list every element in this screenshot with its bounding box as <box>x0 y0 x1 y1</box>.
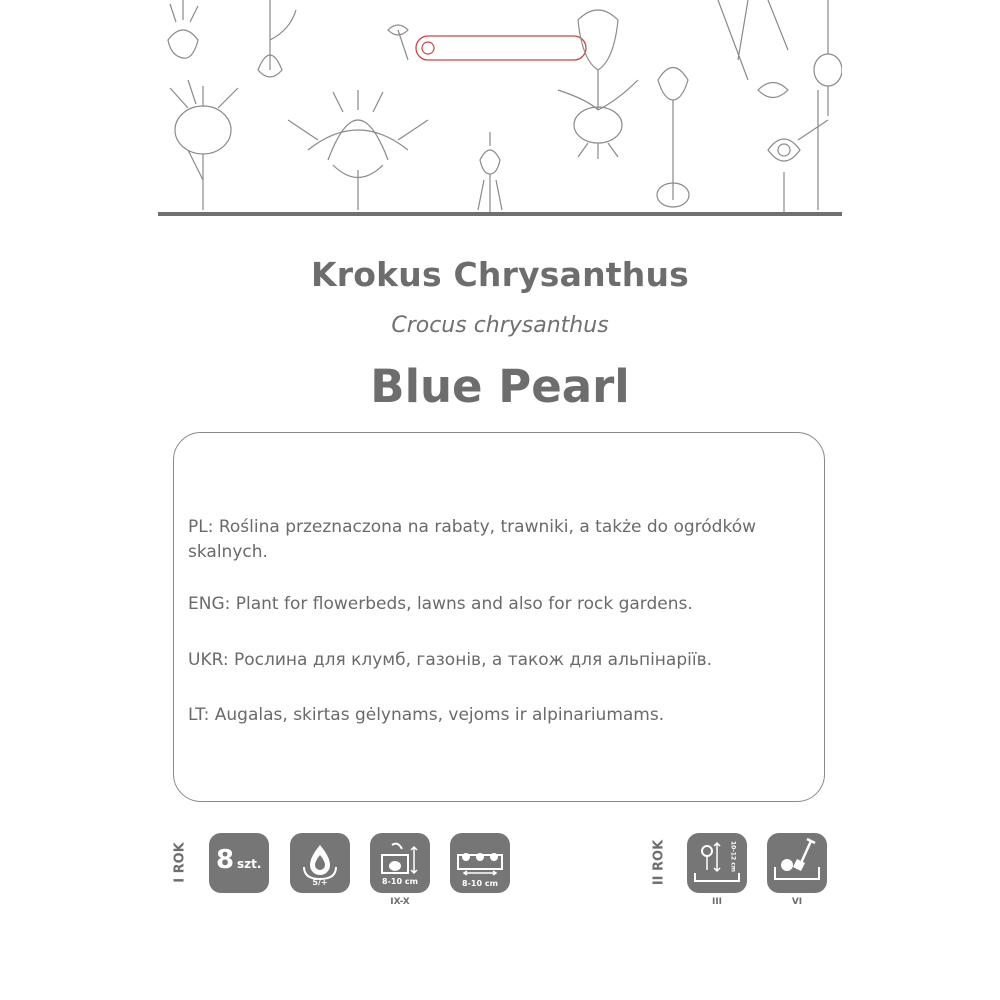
common-name: Krokus Chrysanthus <box>311 255 689 294</box>
planting-spacing-icon <box>450 833 510 893</box>
description-box <box>173 432 825 802</box>
cultivar-name: Blue Pearl <box>370 360 630 413</box>
latin-name: Crocus chrysanthus <box>391 313 609 338</box>
planting-months: IX-X <box>390 897 410 907</box>
quantity-unit: szt. <box>237 857 262 871</box>
second-year-label: II ROK <box>651 839 667 886</box>
quantity-icon <box>209 833 269 893</box>
hardiness-icon <box>290 833 350 893</box>
planting-depth-icon <box>370 833 430 893</box>
plant-height-icon <box>687 833 747 893</box>
spacing-caption: 8-10 cm <box>462 879 498 888</box>
height-caption: 10-12 cm <box>729 840 737 873</box>
description-ukr: UKR: Рослина для клумб, газонів, а також для альпінаріїв. <box>188 650 712 670</box>
ground-line <box>158 212 842 216</box>
first-year-label: I ROK <box>172 842 188 883</box>
depth-caption: 8-10 cm <box>382 877 418 886</box>
description-pl: PL: Roślina przeznaczona na rabaty, trawniki, a także do ogródków skalnych. <box>188 517 757 562</box>
description-eng: ENG: Plant for flowerbeds, lawns and also for rock gardens. <box>188 594 693 614</box>
bulb-lifting-icon <box>767 833 827 893</box>
flowering-months: III <box>711 897 723 907</box>
flower-height-icon <box>687 833 747 893</box>
description-lt: LT: Augalas, skirtas gėlynams, vejoms ir alpinariumams. <box>188 705 665 725</box>
lifting-months: VI <box>791 897 803 907</box>
shovel-icon <box>767 833 827 893</box>
botanical-illustration <box>158 0 842 218</box>
quantity-value: 8 <box>216 845 235 875</box>
hardiness-caption: 5/+ <box>312 878 328 887</box>
